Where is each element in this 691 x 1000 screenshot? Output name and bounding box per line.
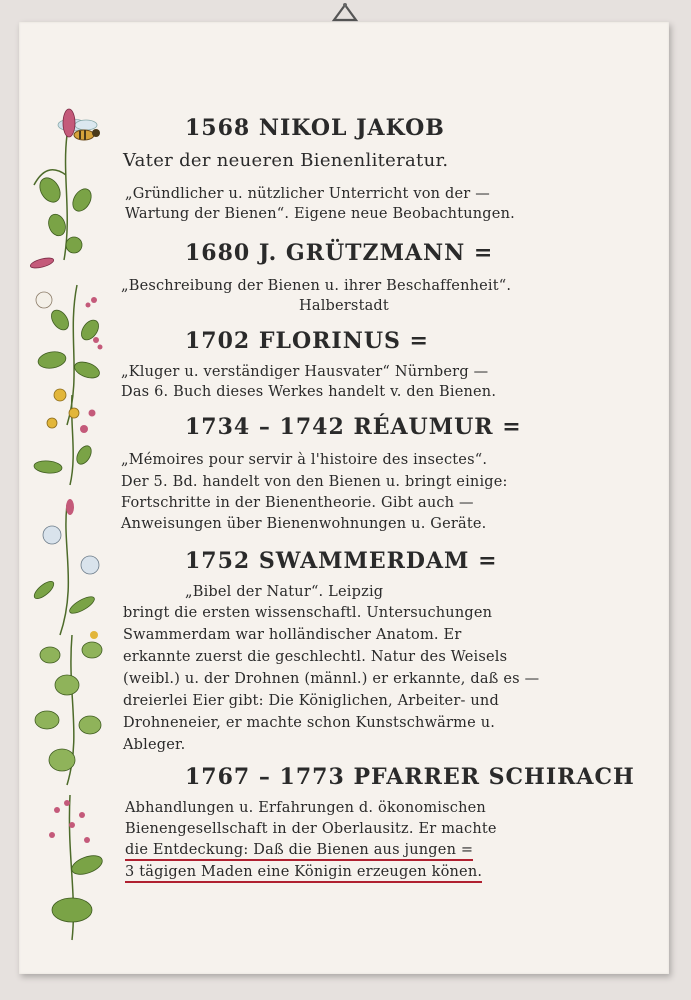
entry-line: Bienengesellschaft in der Oberlausitz. Er machte — [125, 821, 497, 837]
entry-line: Vater der neueren Bienenliteratur. — [123, 150, 449, 171]
entry-line-underlined: 3 tägigen Maden eine Königin erzeugen könen. — [125, 864, 482, 883]
entry-line-underlined: erkannte zuerst die geschlechtl. Natur des Weisels — [123, 649, 508, 665]
entry-line: Der 5. Bd. handelt von den Bienen u. bringt einige: — [121, 474, 508, 490]
hanging-hook-icon — [331, 2, 359, 22]
entry-line: „Bibel der Natur“. Leipzig — [185, 584, 384, 600]
entry-line: „Gründlicher u. nützlicher Unterricht von der — — [125, 186, 490, 202]
entry-line: Halberstadt — [299, 298, 389, 314]
entry-line: bringt die ersten wissenschaftl. Untersuchungen — [123, 605, 493, 621]
botanical-border — [22, 95, 112, 945]
entry-heading: 1734 – 1742 RÉAUMUR = — [185, 414, 522, 440]
entry-line: Ableger. — [123, 737, 186, 753]
entry-line: Das 6. Buch dieses Werkes handelt v. den Bienen. — [121, 384, 497, 400]
entry-heading: 1702 FLORINUS = — [185, 328, 429, 354]
entry-line: Anweisungen über Bienenwohnungen u. Geräte. — [121, 516, 487, 532]
entry-heading: 1568 NIKOL JAKOB — [185, 115, 445, 141]
entry-line: Drohneneier, er machte schon Kunstschwärme u. — [123, 715, 496, 731]
entry-line: „Kluger u. verständiger Hausvater“ Nürnberg — — [121, 364, 489, 380]
entry-line-underlined: die Entdeckung: Daß die Bienen aus jungen = — [125, 842, 473, 861]
entry-line: Wartung der Bienen“. Eigene neue Beobachtungen. — [125, 206, 515, 222]
entry-line: (weibl.) u. der Drohnen (männl.) er erkannte, daß es — — [123, 671, 540, 687]
entry-line: Fortschritte in der Bienentheorie. Gibt auch — — [121, 495, 474, 511]
entry-line: „Beschreibung der Bienen u. ihrer Beschaffenheit“. — [121, 278, 512, 294]
entry-line: „Mémoires pour servir à l'histoire des insectes“. — [121, 452, 488, 468]
entry-heading: 1752 SWAMMERDAM = — [185, 548, 498, 574]
entry-line: Abhandlungen u. Erfahrungen d. ökonomischen — [125, 800, 486, 816]
entry-heading: 1680 J. GRÜTZMANN = — [185, 240, 494, 266]
entry-line: Swammerdam war holländischer Anatom. Er — [123, 627, 462, 643]
entry-line: dreierlei Eier gibt: Die Königlichen, Arbeiter- und — [123, 693, 499, 709]
entry-heading: 1767 – 1773 PFARRER SCHIRACH — [185, 764, 635, 790]
